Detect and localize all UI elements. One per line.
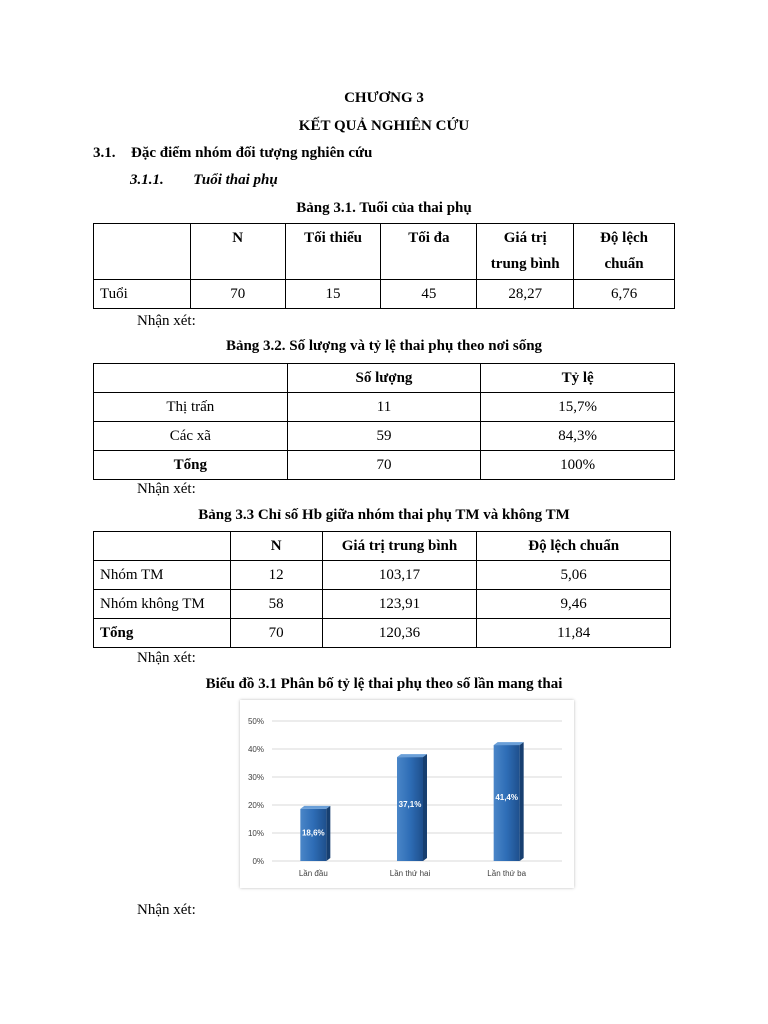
table-cell: 15 — [285, 280, 381, 309]
table-row — [94, 561, 671, 590]
table-header-cell: Độ lệch chuẩn — [477, 532, 671, 561]
bar-top — [300, 806, 330, 809]
table-row — [94, 280, 675, 309]
subsection-number: 3.1.1. — [130, 172, 164, 188]
table-header-cell: Tối thiểu — [285, 224, 381, 280]
subsection-heading — [130, 171, 278, 189]
table-header-cell — [94, 364, 288, 393]
table-row — [94, 451, 675, 480]
y-tick-label: 40% — [247, 745, 264, 754]
section-heading — [93, 144, 372, 162]
table-header-cell: N — [230, 532, 322, 561]
header-sd-line1: Độ lệch — [600, 230, 649, 246]
chapter-title: KẾT QUẢ NGHIÊN CỨU — [298, 118, 470, 134]
table-row — [94, 590, 671, 619]
table-cell: 45 — [381, 280, 477, 309]
table-cell: Thị trấn — [94, 393, 288, 422]
table-cell: Tổng — [94, 451, 288, 480]
y-tick-label: 20% — [247, 801, 264, 810]
bar-side — [423, 754, 427, 861]
table-row — [94, 422, 675, 451]
table-cell: 15,7% — [481, 393, 675, 422]
table1-caption: Bảng 3.1. Tuổi của thai phụ — [296, 200, 472, 216]
table-header-row — [94, 364, 675, 393]
table-cell: Tuổi — [94, 280, 191, 309]
x-tick-label: Lần thứ hai — [389, 869, 431, 878]
table-cell: Nhóm TM — [94, 561, 231, 590]
y-tick-label: 50% — [247, 717, 264, 726]
table-cell: 103,17 — [322, 561, 477, 590]
table-header-cell — [94, 224, 191, 280]
table-cell: 5,06 — [477, 561, 671, 590]
table-row — [94, 619, 671, 648]
table-residence — [93, 363, 675, 480]
table-cell: 70 — [190, 280, 285, 309]
table-header-cell: Tối đa — [381, 224, 477, 280]
table-cell: 58 — [230, 590, 322, 619]
table-cell: 12 — [230, 561, 322, 590]
table-header-cell — [574, 224, 675, 280]
table2-caption: Bảng 3.2. Số lượng và tỷ lệ thai phụ theo nơi sống — [225, 338, 543, 354]
data-label: 18,6% — [301, 828, 325, 838]
table-cell: 59 — [287, 422, 481, 451]
table-cell: 9,46 — [477, 590, 671, 619]
table-cell: 120,36 — [322, 619, 477, 648]
table-cell: Nhóm không TM — [94, 590, 231, 619]
table-cell: Các xã — [94, 422, 288, 451]
remark-3: Nhận xét: — [137, 650, 196, 666]
y-tick-label: 30% — [247, 773, 264, 782]
table-header-cell — [94, 532, 231, 561]
data-label: 41,4% — [495, 793, 519, 803]
x-tick-label: Lần thứ ba — [487, 869, 527, 878]
section-number: 3.1. — [93, 145, 116, 161]
bar — [494, 745, 520, 861]
table-cell: 6,76 — [574, 280, 675, 309]
table-header-cell: N — [190, 224, 285, 280]
table-header-row — [94, 224, 675, 280]
table-cell: 84,3% — [481, 422, 675, 451]
bar-side — [326, 806, 330, 861]
header-sd-line2: chuẩn — [604, 256, 644, 272]
bar-chart — [240, 700, 574, 888]
table-header-cell: Số lượng — [287, 364, 481, 393]
table-cell: 70 — [287, 451, 481, 480]
chapter-number: CHƯƠNG 3 — [344, 90, 424, 106]
header-mean-line2: trung bình — [490, 256, 560, 272]
bar-side — [520, 742, 524, 861]
y-tick-label: 10% — [247, 829, 264, 838]
subsection-title: Tuổi thai phụ — [193, 172, 278, 188]
remark-1: Nhận xét: — [137, 313, 196, 329]
table-header-cell — [477, 224, 574, 280]
header-mean-line1: Giá trị — [503, 230, 547, 246]
table-cell: 100% — [481, 451, 675, 480]
table-cell: 123,91 — [322, 590, 477, 619]
chart-caption: Biểu đồ 3.1 Phân bố tỷ lệ thai phụ theo số lần mang thai — [205, 676, 563, 692]
table-row — [94, 393, 675, 422]
bar — [397, 757, 423, 861]
x-tick-label: Lần đầu — [298, 869, 328, 878]
bar-top — [494, 742, 524, 745]
table-header-cell: Giá trị trung bình — [322, 532, 477, 561]
table-cell: 28,27 — [477, 280, 574, 309]
data-label: 37,1% — [398, 799, 422, 809]
section-title: Đặc điểm nhóm đối tượng nghiên cứu — [131, 145, 373, 161]
table-cell: 70 — [230, 619, 322, 648]
table-cell: 11,84 — [477, 619, 671, 648]
bar-top — [397, 754, 427, 757]
remark-2: Nhận xét: — [137, 481, 196, 497]
table-cell: 11 — [287, 393, 481, 422]
bar-chart-svg — [240, 700, 574, 888]
table-cell: Tổng — [94, 619, 231, 648]
table3-caption: Bảng 3.3 Chỉ số Hb giữa nhóm thai phụ TM và không TM — [198, 507, 570, 523]
table-header-row — [94, 532, 671, 561]
y-tick-label: 0% — [252, 857, 264, 866]
table-hb — [93, 531, 671, 648]
table-age — [93, 223, 675, 309]
table-header-cell: Tỷ lệ — [481, 364, 675, 393]
remark-4: Nhận xét: — [137, 902, 196, 918]
